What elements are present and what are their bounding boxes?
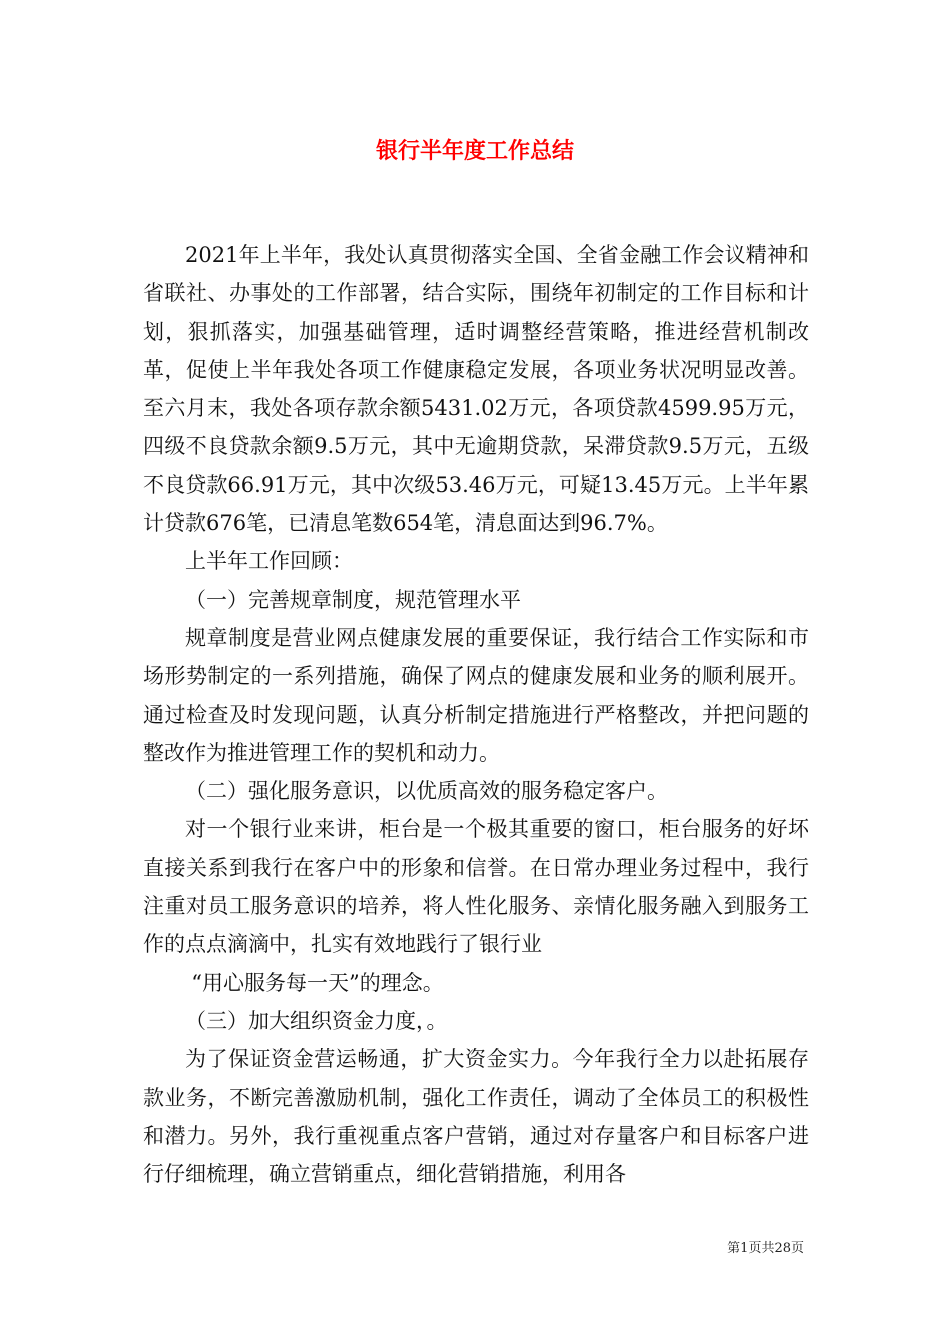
section-heading-3: （三）加大组织资金力度，。 — [185, 1008, 448, 1033]
paragraph-review-heading: 上半年工作回顾： — [185, 549, 353, 574]
page-title: 银行半年度工作总结 — [375, 138, 574, 164]
paragraph-section-2: 对一个银行业来讲，柜台是一个极其重要的窗口，柜台服务的好坏直接关系到我行在客户中的形象和信誉。在日常办理业务过程中，我行注重对员工服务意识的培养，将人性化服务、亲情化服务融入到服务工作的点点滴滴中，扎实有效地践行了银行业 — [143, 817, 809, 957]
paragraph-summary: 2021年上半年，我处认真贯彻落实全国、全省金融工作会议精神和省联社、办事处的工作部署，结合实际，围绕年初制定的工作目标和计划，狠抓落实，加强基础管理，适时调整经营策略，推进经营机制改革，促使上半年我处各项工作健康稳定发展，各项业务状况明显改善。至六月末，我处各项存款余额5431.02万元，各项贷款4599.95万元，四级不良贷款余额9.5万元，其中无逾期贷款，呆滞贷款9.5万元，五级不良贷款66.91万元，其中次级53.46万元，可疑13.45万元。上半年累计贷款676笔，已清息笔数654笔，清息面达到96.7%。 — [143, 243, 809, 536]
document-body — [143, 236, 809, 1193]
page-number-footer: 第1页共28页 — [727, 1241, 804, 1256]
paragraph-section-3: 为了保证资金营运畅通，扩大资金实力。今年我行全力以赴拓展存款业务，不断完善激励机制，强化工作责任，调动了全体员工的积极性和潜力。另外，我行重视重点客户营销，通过对存量客户和目标客户进行仔细梳理，确立营销重点，细化营销措施，利用各 — [143, 1047, 809, 1187]
paragraph-section-2-quote: “用心服务每一天”的理念。 — [191, 970, 444, 995]
section-heading-1: （一）完善规章制度，规范管理水平 — [185, 587, 521, 612]
section-heading-2: （二）强化服务意识，以优质高效的服务稳定客户。 — [185, 779, 668, 804]
paragraph-section-1: 规章制度是营业网点健康发展的重要保证，我行结合工作实际和市场形势制定的一系列措施，确保了网点的健康发展和业务的顺利展开。通过检查及时发现问题，认真分析制定措施进行严格整改，并把问题的整改作为推进管理工作的契机和动力。 — [143, 625, 809, 765]
